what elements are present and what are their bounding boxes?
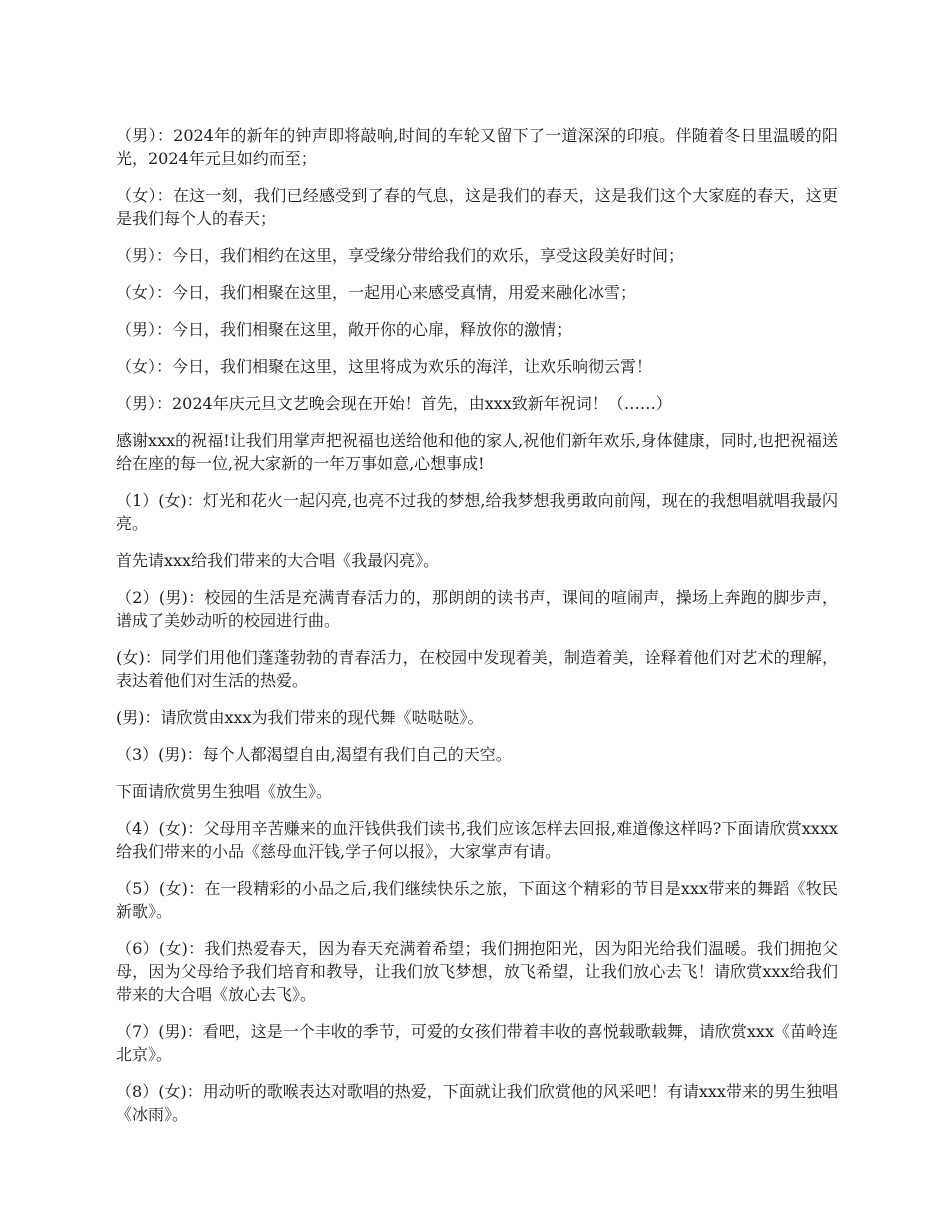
paragraph-1: （男）：2024年的新年的钟声即将敲响,时间的车轮又留下了一道深深的印痕。伴随着冬日里温暖的阳光，2024年元旦如约而至； xyxy=(116,126,838,168)
paragraph-9: （1）(女)：灯光和花火一起闪亮,也亮不过我的梦想,给我梦想我勇敢向前闯，现在的我想唱就唱我最闪亮。 xyxy=(116,491,838,533)
paragraph-4: （女）：今日，我们相聚在这里，一起用心来感受真情，用爱来融化冰雪； xyxy=(116,283,637,302)
paragraph-10: 首先请xxx给我们带来的大合唱《我最闪亮》。 xyxy=(116,551,440,570)
paragraph-20: （8）(女)：用动听的歌喉表达对歌唱的热爱，下面就让我们欣赏他的风采吧！有请xxx带来的男生独唱《冰雨》。 xyxy=(116,1082,838,1124)
paragraph-14: （3）(男)：每个人都渴望自由,渴望有我们自己的天空。 xyxy=(116,745,512,764)
paragraph-16: （4）(女)：父母用辛苦赚来的血汗钱供我们读书,我们应该怎样去回报,难道像这样吗?下面请欣赏xxxx给我们带来的小品《慈母血汗钱,学子何以报》，大家掌声有请。 xyxy=(116,819,838,861)
paragraph-8: 感谢xxx的祝福!让我们用掌声把祝福也送给他和他的家人,祝他们新年欢乐,身体健康，同时,也把祝福送给在座的每一位,祝大家新的一年万事如意,心想事成! xyxy=(116,431,838,473)
paragraph-2: （女）：在这一刻，我们已经感受到了春的气息，这是我们的春天，这是我们这个大家庭的春天，这更是我们每个人的春天； xyxy=(116,186,838,228)
document-body xyxy=(116,124,838,1140)
paragraph-18: （6）(女)：我们热爱春天，因为春天充满着希望；我们拥抱阳光，因为阳光给我们温暖。我们拥抱父母，因为父母给予我们培育和教导，让我们放飞梦想，放飞希望，让我们放心去飞！请欣赏xxx给我们带来的大合唱《放心去飞》。 xyxy=(116,939,838,1004)
paragraph-12: (女)：同学们用他们蓬蓬勃勃的青春活力，在校园中发现着美，制造着美，诠释着他们对艺术的理解，表达着他们对生活的热爱。 xyxy=(116,648,838,690)
paragraph-15: 下面请欣赏男生独唱《放生》。 xyxy=(116,782,333,801)
paragraph-19: （7）(男)：看吧，这是一个丰收的季节，可爱的女孩们带着丰收的喜悦载歌载舞，请欣赏xxx《苗岭连北京》。 xyxy=(116,1022,838,1064)
paragraph-7: （男）：2024年庆元旦文艺晚会现在开始！首先，由xxx致新年祝词！（……） xyxy=(116,394,672,413)
paragraph-17: （5）(女)：在一段精彩的小品之后,我们继续快乐之旅，下面这个精彩的节目是xxx带来的舞蹈《牧民新歌》。 xyxy=(116,879,838,921)
paragraph-6: （女）：今日，我们相聚在这里，这里将成为欢乐的海洋，让欢乐响彻云霄！ xyxy=(116,357,653,376)
paragraph-13: (男)：请欣赏由xxx为我们带来的现代舞《哒哒哒》。 xyxy=(116,708,484,727)
paragraph-3: （男）：今日，我们相约在这里，享受缘分带给我们的欢乐，享受这段美好时间； xyxy=(116,246,685,265)
paragraph-5: （男）：今日，我们相聚在这里，敞开你的心扉，释放你的激情； xyxy=(116,320,573,339)
paragraph-11: （2）(男)：校园的生活是充满青春活力的，那朗朗的读书声，课间的喧闹声，操场上奔跑的脚步声，谱成了美妙动听的校园进行曲。 xyxy=(116,588,838,630)
